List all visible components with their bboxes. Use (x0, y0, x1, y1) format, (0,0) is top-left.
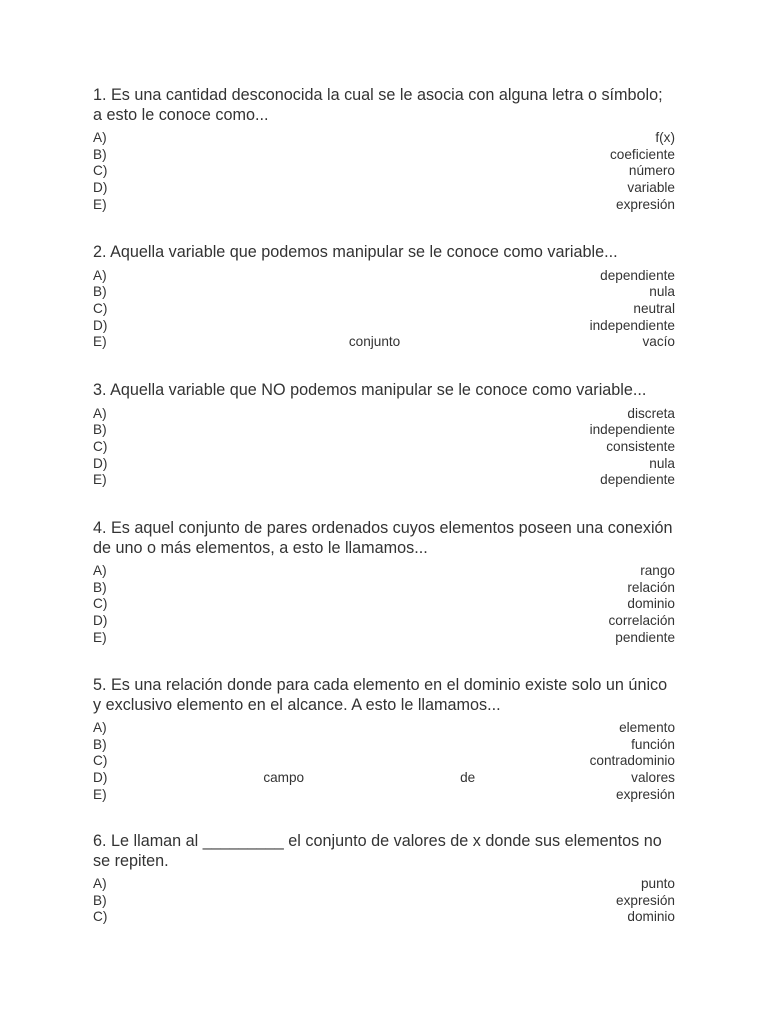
option-answer: coeficiente (610, 146, 675, 162)
option-letter: B) (93, 284, 107, 300)
question-text: 3. Aquella variable que NO podemos manipular se le conoce como variable... (93, 381, 647, 399)
question-text: 1. Es una cantidad desconocida la cual se le asocia con alguna letra o símbolo; a esto le conoce como... (93, 86, 663, 124)
option-answer: relación (627, 579, 675, 595)
option-answer: dependiente (600, 472, 675, 488)
option-answer: número (628, 163, 675, 179)
option-b (93, 737, 675, 754)
option-c (93, 753, 675, 770)
option-a (93, 406, 675, 423)
option-c (93, 909, 675, 926)
option-letter: D) (93, 613, 108, 629)
option-answer: elemento (619, 720, 675, 735)
option-answer: f(x) (655, 130, 675, 145)
option-letter: E) (93, 629, 107, 645)
option-answer: dominio (627, 596, 675, 612)
option-answer: discreta (627, 405, 675, 421)
option-letter: B) (93, 736, 107, 752)
option-answer: función (631, 736, 675, 752)
option-letter: C) (93, 300, 108, 316)
option-letter: B) (93, 579, 107, 595)
option-d (93, 318, 675, 335)
option-letter: D) (93, 770, 108, 786)
question-text: 2. Aquella variable que podemos manipular se le conoce como variable... (93, 243, 618, 261)
option-letter: A) (93, 267, 107, 283)
option-answer: expresión (616, 892, 675, 908)
option-d (93, 770, 675, 787)
option-answer: dominio (627, 909, 675, 925)
option-answer: punto (640, 876, 675, 891)
question-text: 5. Es una relación donde para cada elemento en el dominio existe solo un único y exclusivo elemento en el alcance. A esto le llamamos... (93, 676, 668, 714)
option-letter: E) (93, 196, 107, 212)
option-b (93, 580, 675, 597)
option-answer: independiente (589, 317, 675, 333)
question-1 (93, 86, 675, 213)
option-letter: C) (93, 909, 108, 925)
option-answer: contradominio (589, 753, 675, 769)
option-b (93, 284, 675, 301)
option-letter: A) (93, 405, 107, 421)
option-answer-word: conjunto (348, 334, 401, 350)
question-6 (93, 832, 675, 926)
option-letter: B) (93, 146, 107, 162)
option-e (93, 472, 675, 489)
option-d (93, 180, 675, 197)
options-list (93, 876, 675, 926)
option-answer-word: campo (263, 770, 305, 786)
option-answer: neutral (633, 300, 675, 316)
option-letter: C) (93, 596, 108, 612)
option-letter: A) (93, 130, 107, 145)
option-answer: dependiente (600, 267, 675, 283)
option-e (93, 630, 675, 647)
option-answer: nula (649, 455, 675, 471)
option-d (93, 613, 675, 630)
option-answer: independiente (589, 422, 675, 438)
options-list (93, 406, 675, 489)
option-answer: expresión (616, 786, 675, 802)
option-a (93, 130, 675, 147)
options-list (93, 268, 675, 351)
options-list (93, 720, 675, 803)
question-4 (93, 519, 675, 646)
option-answer-word: de (460, 770, 476, 786)
option-letter: C) (93, 438, 108, 454)
option-answer: rango (640, 563, 675, 578)
option-letter: B) (93, 422, 107, 438)
option-letter: C) (93, 163, 108, 179)
option-a (93, 268, 675, 285)
option-answer: nula (649, 284, 675, 300)
option-answer: expresión (616, 196, 675, 212)
option-e (93, 787, 675, 804)
option-answer-word: valores (631, 770, 675, 786)
option-a (93, 720, 675, 737)
option-letter: B) (93, 892, 107, 908)
option-letter: E) (93, 334, 107, 350)
option-c (93, 439, 675, 456)
question-2 (93, 243, 675, 351)
question-text: 6. Le llaman al _________ el conjunto de valores de x donde sus elementos no se repiten. (93, 832, 662, 870)
option-a (93, 876, 675, 893)
option-letter: C) (93, 753, 108, 769)
option-a (93, 563, 675, 580)
option-e (93, 197, 675, 214)
option-answer: variable (627, 180, 675, 196)
option-answer: pendiente (615, 629, 675, 645)
option-b (93, 893, 675, 910)
option-letter: E) (93, 472, 107, 488)
option-letter: D) (93, 180, 108, 196)
option-c (93, 163, 675, 180)
options-list (93, 130, 675, 213)
option-letter: A) (93, 720, 107, 735)
option-e (93, 334, 675, 351)
option-letter: A) (93, 563, 107, 578)
option-b (93, 422, 675, 439)
option-answer-word: vacío (642, 334, 675, 350)
option-c (93, 596, 675, 613)
question-3 (93, 381, 675, 489)
option-letter: D) (93, 317, 108, 333)
option-answer: consistente (606, 438, 675, 454)
option-letter: E) (93, 786, 107, 802)
question-text: 4. Es aquel conjunto de pares ordenados cuyos elementos poseen una conexión de uno o más elementos, a esto le llamamos... (93, 519, 673, 557)
option-c (93, 301, 675, 318)
option-letter: D) (93, 455, 108, 471)
option-d (93, 456, 675, 473)
option-b (93, 147, 675, 164)
option-answer: correlación (608, 613, 675, 629)
options-list (93, 563, 675, 646)
question-5 (93, 676, 675, 803)
option-letter: A) (93, 876, 107, 891)
